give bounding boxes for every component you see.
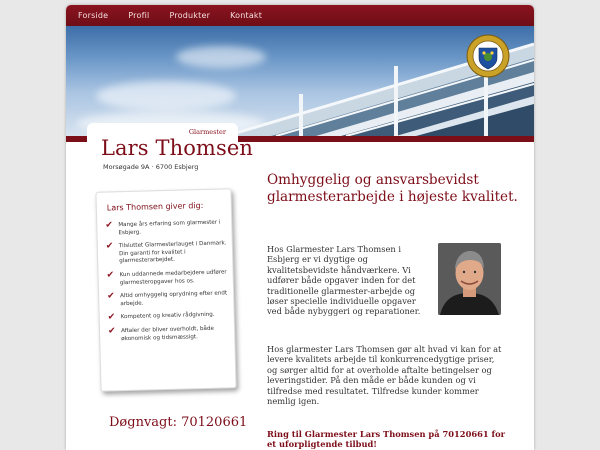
brand-address: Morsøgade 9A · 6700 Esbjerg — [103, 163, 199, 171]
owner-photo — [438, 243, 501, 315]
checkmark-icon: ✔ — [105, 220, 113, 231]
intro-paragraph: Hos Glarmester Lars Thomsen i Esbjerg er vi dygtige og kvalitetsbevidste håndværkere. Vi udfører både opgaver inden for det traditionelle glarmester-arbejde og løser specielle individuelle opgaver ved både nybyggeri og reparationer. — [267, 244, 421, 317]
building-facade-graphic — [66, 26, 534, 136]
benefits-note — [95, 188, 236, 391]
nav-kontakt[interactable]: Kontakt — [230, 11, 263, 20]
brand-box — [87, 123, 253, 179]
top-navigation — [66, 5, 534, 26]
benefit-item: ✔ Aftaler der bliver overholdt, både økonomisk og tidsmæssigt. — [107, 325, 215, 342]
benefit-item: ✔ Altid omhyggelig oprydning efter endt arbejde. — [107, 290, 228, 307]
brand-name: Lars Thomsen — [101, 136, 253, 160]
nav-produkter[interactable]: Produkter — [169, 11, 211, 20]
benefits-title: Lars Thomsen giver dig: — [106, 200, 204, 213]
benefit-item: ✔ Kun uddannede medarbejdere udfører glarmesteropgaver hos os. — [106, 269, 227, 286]
benefit-item: ✔ Mange års erfaring som glarmester i Esbjerg. — [105, 219, 221, 236]
nav-profil[interactable]: Profil — [128, 11, 150, 20]
checkmark-icon: ✔ — [107, 312, 116, 323]
main-headline: Omhyggelig og ansvarsbevidst glarmesterarbejde i højeste kvalitet. — [267, 172, 518, 205]
emergency-phone: Døgnvagt: 70120661 — [109, 415, 248, 430]
glarmesterlauget-logo — [466, 34, 510, 78]
call-to-action: Ring til Glarmester Lars Thomsen på 70120661 for et uforpligtende tilbud! — [267, 429, 506, 450]
page-container — [66, 5, 534, 450]
checkmark-icon: ✔ — [105, 241, 114, 252]
checkmark-icon: ✔ — [107, 291, 115, 302]
checkmark-icon: ✔ — [106, 270, 115, 281]
hero-banner-image — [66, 26, 534, 136]
brand-subtitle: Glarmester — [188, 128, 226, 136]
benefits-list — [105, 219, 232, 349]
nav-forside[interactable]: Forside — [78, 11, 109, 20]
service-paragraph: Hos glarmester Lars Thomsen gør alt hvad vi kan for at levere kvalitets arbejde til konkurrencedygtige priser, og sørger altid for at overholde aftalte betingelser og leveringstider. På den måde er både kunden og vi tilfredse med resultatet. Tilfredse kunder kommer nemlig igen. — [267, 344, 502, 407]
checkmark-icon: ✔ — [107, 326, 116, 337]
benefit-item: ✔ Kompetent og kreativ rådgivning. — [107, 312, 215, 323]
benefit-item: ✔ Tilsluttet Glarmesterlauget i Danmark. Din garanti for kvalitet i glarmesterarbejdet. — [105, 240, 227, 265]
